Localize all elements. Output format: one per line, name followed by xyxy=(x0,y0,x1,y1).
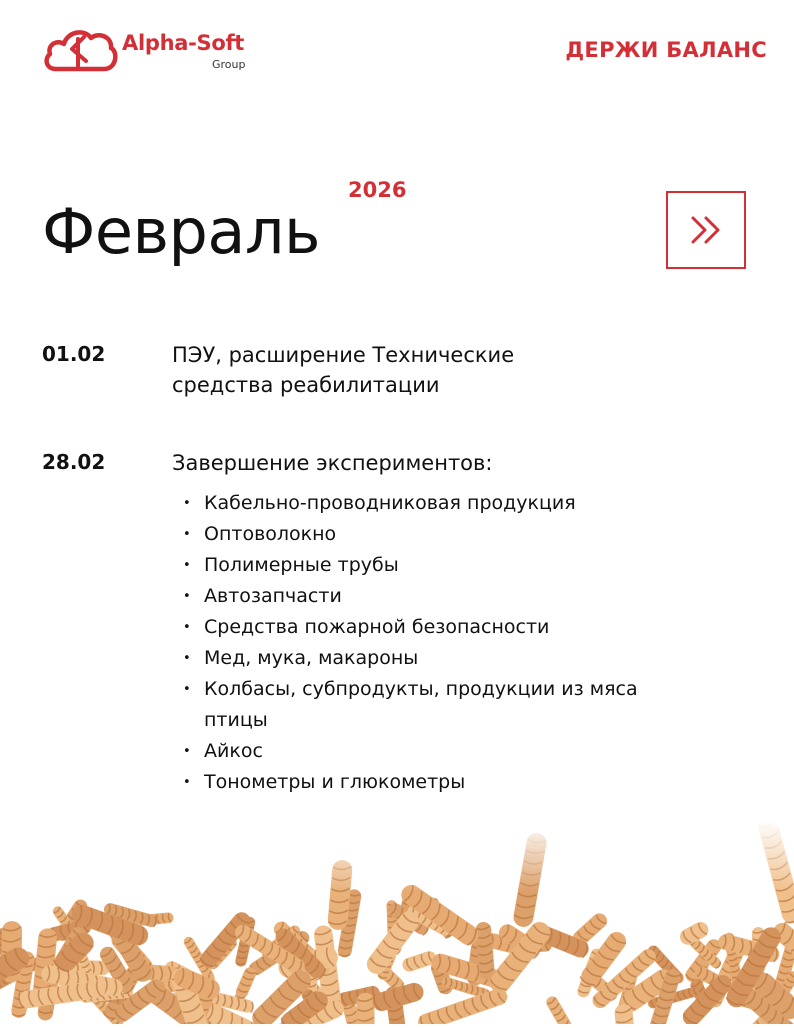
event-description: ПЭУ, расширение Технические средства реабилитации xyxy=(172,343,515,397)
month-title: Февраль xyxy=(42,195,321,268)
year-label: 2026 xyxy=(348,178,407,202)
list-item: • Тонометры и глюкометры xyxy=(172,767,642,798)
brand-logo[interactable] xyxy=(42,25,262,77)
list-item: • Оптоволокно xyxy=(172,519,642,550)
experiment-list xyxy=(172,488,642,798)
slogan: ДЕРЖИ БАЛАНС xyxy=(565,38,767,62)
pasta-image xyxy=(0,820,794,1024)
list-item: • Автозапчасти xyxy=(172,581,642,612)
brand-name: Alpha-Soft xyxy=(122,31,245,55)
list-item: • Колбасы, субпродукты, продукции из мяса птицы xyxy=(172,674,642,736)
list-item: • Кабельно-проводниковая продукция xyxy=(172,488,642,519)
next-month-button[interactable] xyxy=(666,191,746,269)
event-description: Завершение экспериментов: xyxy=(172,451,493,475)
double-chevron-right-icon xyxy=(689,215,723,245)
list-item: • Айкос xyxy=(172,736,642,767)
pasta-illustration xyxy=(0,820,794,1024)
list-item: • Мед, мука, макароны xyxy=(172,643,642,674)
brand-subtitle: Group xyxy=(212,58,246,71)
cloud-logo-icon xyxy=(42,25,118,75)
event-date: 01.02 xyxy=(42,342,106,366)
list-item: • Средства пожарной безопасности xyxy=(172,612,642,643)
list-item: • Полимерные трубы xyxy=(172,550,642,581)
header xyxy=(0,0,794,100)
event-date: 28.02 xyxy=(42,450,106,474)
